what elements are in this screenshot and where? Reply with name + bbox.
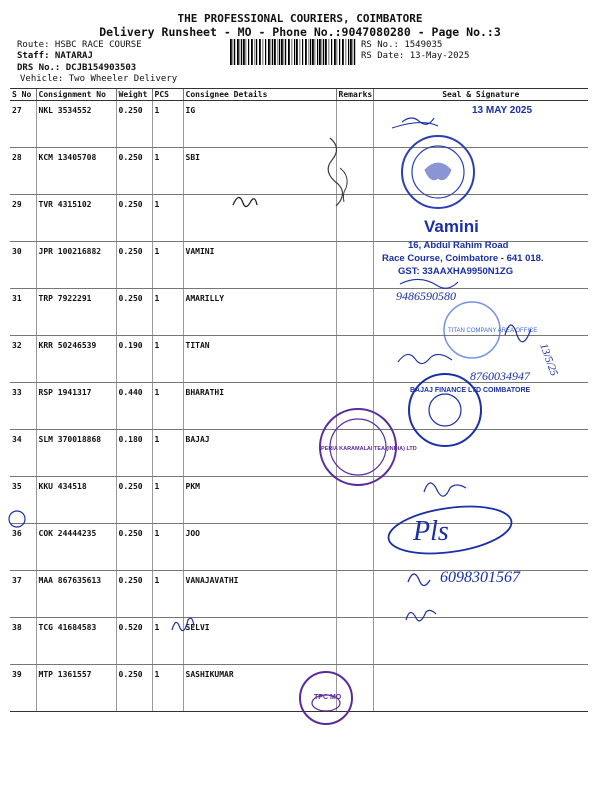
- cell-remarks: [336, 618, 373, 665]
- cell-pcs: 1: [152, 430, 183, 477]
- cell-weight: 0.250: [116, 101, 152, 148]
- cell-sno: 34: [10, 430, 36, 477]
- table-row: [10, 383, 588, 430]
- handwritten-phone-row31: 9486590580: [396, 289, 456, 303]
- cell-pcs: 1: [152, 289, 183, 336]
- staff: Staff: NATARAJ: [17, 51, 93, 61]
- table-row: [10, 148, 588, 195]
- barcode: [230, 39, 358, 65]
- cell-seal: [373, 571, 588, 618]
- cell-seal: [373, 195, 588, 242]
- cell-consignee: VAMINI: [183, 242, 336, 289]
- cell-seal: [373, 101, 588, 148]
- cell-weight: 0.250: [116, 148, 152, 195]
- cell-remarks: [336, 148, 373, 195]
- cell-pcs: 1: [152, 336, 183, 383]
- cell-consignee: JOO: [183, 524, 336, 571]
- cell-consignment: NKL 3534552: [36, 101, 116, 148]
- cell-weight: 0.250: [116, 477, 152, 524]
- header-seal: Seal & Signature: [373, 89, 588, 101]
- table-header: [10, 89, 588, 101]
- cell-consignment: TVR 4315102: [36, 195, 116, 242]
- svg-text:TITAN COMPANY AREA OFFICE: TITAN COMPANY AREA OFFICE: [448, 328, 538, 334]
- cell-consignment: TRP 7922291: [36, 289, 116, 336]
- cell-consignee: SELVI: [183, 618, 336, 665]
- cell-pcs: 1: [152, 477, 183, 524]
- cell-weight: 0.440: [116, 383, 152, 430]
- cell-pcs: 1: [152, 618, 183, 665]
- vamini-stamp-addr2: Race Course, Coimbatore - 641 018.: [382, 253, 544, 264]
- cell-remarks: [336, 101, 373, 148]
- cell-consignment: MTP 1361557: [36, 665, 116, 712]
- cell-remarks: [336, 242, 373, 289]
- cell-sno: 27: [10, 101, 36, 148]
- cell-consignee: SASHIKUMAR: [183, 665, 336, 712]
- vamini-stamp-addr1: 16, Abdul Rahim Road: [408, 240, 509, 251]
- cell-sno: 29: [10, 195, 36, 242]
- cell-consignee: [183, 195, 336, 242]
- table-row: [10, 524, 588, 571]
- cell-sno: 35: [10, 477, 36, 524]
- cell-pcs: 1: [152, 195, 183, 242]
- cell-sno: 33: [10, 383, 36, 430]
- header-weight: Weight: [116, 89, 152, 101]
- cell-weight: 0.190: [116, 336, 152, 383]
- table-row: [10, 242, 588, 289]
- vamini-stamp-gst: GST: 33AAXHA9950N1ZG: [398, 266, 514, 277]
- vehicle: Vehicle: Two Wheeler Delivery: [20, 74, 178, 84]
- cell-seal: [373, 336, 588, 383]
- cell-remarks: [336, 383, 373, 430]
- table-row: [10, 665, 588, 712]
- runsheet-table: [10, 88, 588, 712]
- cell-remarks: [336, 477, 373, 524]
- cell-sno: 31: [10, 289, 36, 336]
- cell-weight: 0.250: [116, 665, 152, 712]
- rs-date: RS Date: 13-May-2025: [361, 51, 470, 61]
- cell-seal: [373, 618, 588, 665]
- cell-seal: [373, 665, 588, 712]
- cell-weight: 0.250: [116, 524, 152, 571]
- cell-seal: [373, 430, 588, 477]
- cell-sno: 38: [10, 618, 36, 665]
- cell-consignment: TCG 41684583: [36, 618, 116, 665]
- cell-remarks: [336, 571, 373, 618]
- cell-weight: 0.250: [116, 242, 152, 289]
- date-stamp: 13 MAY 2025: [472, 105, 533, 116]
- cell-remarks: [336, 665, 373, 712]
- cell-sno: 30: [10, 242, 36, 289]
- header-consignee: Consignee Details: [183, 89, 336, 101]
- header-sno: S No: [10, 89, 36, 101]
- cell-sno: 37: [10, 571, 36, 618]
- table-row: [10, 101, 588, 148]
- cell-seal: [373, 242, 588, 289]
- cell-consignment: KKU 434518: [36, 477, 116, 524]
- cell-consignee: TITAN: [183, 336, 336, 383]
- cell-remarks: [336, 524, 373, 571]
- cell-pcs: 1: [152, 242, 183, 289]
- cell-pcs: 1: [152, 101, 183, 148]
- table-row: [10, 289, 588, 336]
- table-row: [10, 430, 588, 477]
- cell-sno: 36: [10, 524, 36, 571]
- handwritten-phone-row33: 8760034947: [470, 369, 530, 383]
- cell-weight: 0.250: [116, 571, 152, 618]
- cell-seal: [373, 148, 588, 195]
- cell-seal: [373, 383, 588, 430]
- rs-number: RS No.: 1549035: [361, 40, 443, 50]
- cell-consignment: JPR 100216882: [36, 242, 116, 289]
- cell-consignee: IG: [183, 101, 336, 148]
- cell-weight: 0.180: [116, 430, 152, 477]
- cell-consignment: COK 24444235: [36, 524, 116, 571]
- cell-consignment: RSP 1941317: [36, 383, 116, 430]
- cell-remarks: [336, 289, 373, 336]
- cell-weight: 0.520: [116, 618, 152, 665]
- cell-pcs: 1: [152, 571, 183, 618]
- cell-seal: [373, 477, 588, 524]
- table-row: [10, 195, 588, 242]
- table-row: [10, 336, 588, 383]
- runsheet-title: Delivery Runsheet - MO - Phone No.:9047080280 - Page No.:3: [99, 25, 501, 39]
- cell-sno: 39: [10, 665, 36, 712]
- svg-text:BAJAJ FINANCE LTD COIMBATORE: BAJAJ FINANCE LTD COIMBATORE: [410, 387, 531, 394]
- handwritten-name-row37: Pls: [413, 516, 449, 547]
- vamini-stamp-name: Vamini: [424, 217, 479, 236]
- cell-consignment: SLM 370018868: [36, 430, 116, 477]
- svg-text:PERIA KARAMALAI TEA (INDIA) LT: PERIA KARAMALAI TEA (INDIA) LTD: [321, 446, 417, 452]
- cell-consignee: VANAJAVATHI: [183, 571, 336, 618]
- cell-consignment: KRR 50246539: [36, 336, 116, 383]
- cell-weight: 0.250: [116, 195, 152, 242]
- handwritten-phone-row38: 6098301567: [440, 569, 520, 586]
- header-remarks: Remarks: [336, 89, 373, 101]
- table-row: [10, 477, 588, 524]
- cell-remarks: [336, 430, 373, 477]
- cell-remarks: [336, 195, 373, 242]
- cell-consignee: BAJAJ: [183, 430, 336, 477]
- header-consignment: Consignment No: [36, 89, 116, 101]
- cell-pcs: 1: [152, 383, 183, 430]
- cell-pcs: 1: [152, 665, 183, 712]
- cell-pcs: 1: [152, 524, 183, 571]
- drs-number: DRS No.: DCJB154903503: [17, 63, 137, 73]
- cell-consignee: AMARILLY: [183, 289, 336, 336]
- handwritten-date-row32: 13/5/25: [537, 341, 560, 378]
- cell-remarks: [336, 336, 373, 383]
- svg-text:TPC MO: TPC MO: [314, 694, 342, 701]
- cell-seal: [373, 289, 588, 336]
- cell-sno: 28: [10, 148, 36, 195]
- cell-consignee: BHARATHI: [183, 383, 336, 430]
- cell-consignment: KCM 13405708: [36, 148, 116, 195]
- cell-seal: [373, 524, 588, 571]
- route: Route: HSBC RACE COURSE: [17, 40, 142, 50]
- table-row: [10, 618, 588, 665]
- table-row: [10, 571, 588, 618]
- cell-pcs: 1: [152, 148, 183, 195]
- header-pcs: PCS: [152, 89, 183, 101]
- cell-weight: 0.250: [116, 289, 152, 336]
- cell-consignment: MAA 867635613: [36, 571, 116, 618]
- company-title: THE PROFESSIONAL COURIERS, COIMBATORE: [177, 12, 423, 25]
- cell-sno: 32: [10, 336, 36, 383]
- cell-consignee: PKM: [183, 477, 336, 524]
- cell-consignee: SBI: [183, 148, 336, 195]
